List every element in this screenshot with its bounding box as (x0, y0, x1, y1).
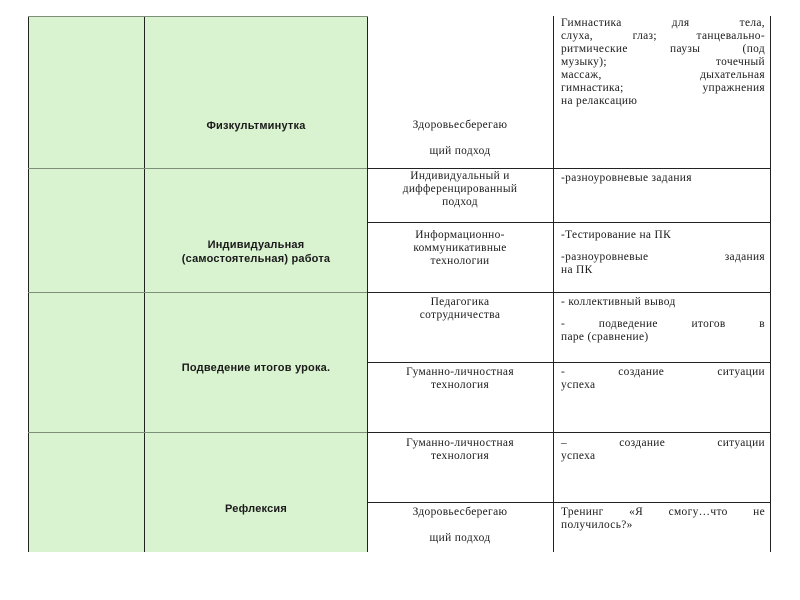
approach-cell: Здоровьесберегаю щий подход (412, 506, 508, 544)
row-separator (28, 432, 368, 433)
table-border (28, 16, 29, 552)
stage-label: Рефлексия (225, 503, 287, 515)
stage-label: Индивидуальная (самостоятельная) работа (181, 239, 331, 265)
content-cell: -Тестирование на ПК -разноуровневые задания на ПК (561, 229, 765, 276)
content-cell: Гимнастика для тела, слуха, глаз; танцевально- ритмические паузы (под музыку); точечный массаж, дыхательная гимнастика; упражнения на релаксацию (561, 17, 765, 107)
table-col-blank (28, 16, 145, 552)
row-separator (28, 16, 368, 17)
table-border (553, 16, 554, 552)
approach-cell: Гуманно-личностная технология (406, 437, 514, 462)
table-border (770, 16, 771, 552)
table-border (144, 16, 145, 552)
stage-label: Физкультминутка (206, 120, 306, 132)
row-separator (367, 292, 771, 293)
row-separator (367, 168, 771, 169)
content-cell: - коллективный вывод - подведение итогов в паре (сравнение) (561, 296, 765, 343)
row-separator (367, 432, 771, 433)
row-separator (28, 168, 368, 169)
row-separator (367, 222, 771, 223)
stage-label: Подведение итогов урока. (181, 362, 331, 374)
content-cell: Тренинг «Я смогу…что не получилось?» (561, 506, 765, 531)
content-cell: -разноуровневые задания (561, 172, 692, 184)
table-border (367, 16, 368, 552)
approach-cell: Здоровьесберегаю щий подход (412, 119, 508, 157)
content-cell: – создание ситуации успеха (561, 437, 765, 462)
approach-cell: Информационно- коммуникативные технологии (413, 229, 507, 267)
approach-cell: Гуманно-личностная технология (406, 366, 514, 391)
approach-cell: Индивидуальный и дифференцированный подход (402, 170, 518, 208)
row-separator (367, 362, 771, 363)
content-cell: - создание ситуации успеха (561, 366, 765, 391)
row-separator (28, 292, 368, 293)
table-col-stage (145, 16, 368, 552)
approach-cell: Педагогика сотрудничества (419, 296, 501, 321)
row-separator (367, 502, 771, 503)
